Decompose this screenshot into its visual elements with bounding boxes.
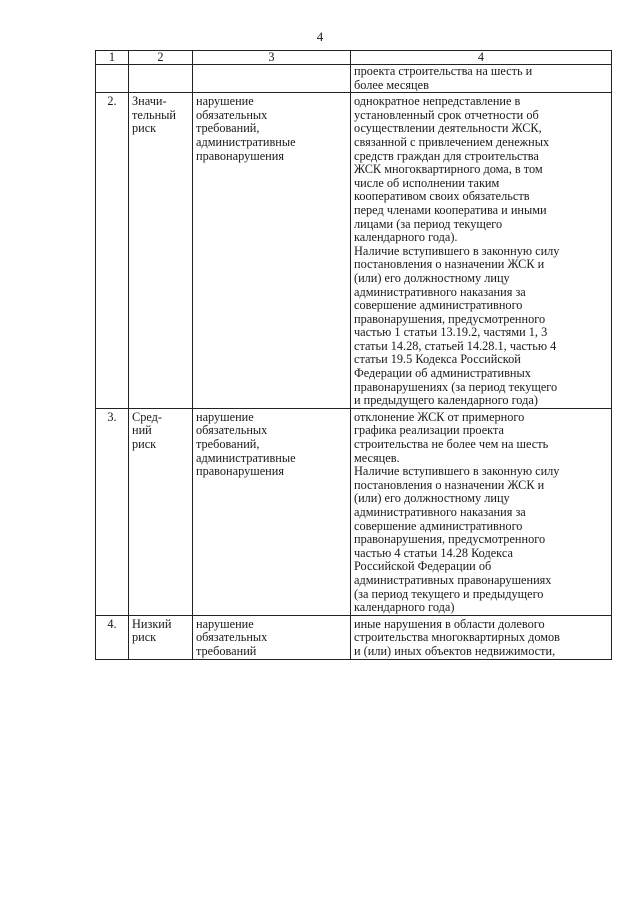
violation-type-cell: нарушение обязательных требований (193, 615, 351, 659)
row-number: 4. (96, 615, 129, 659)
column-header-1: 1 (96, 51, 129, 65)
table-row-medium-risk (96, 408, 612, 615)
criteria-line: более месяцев (354, 77, 429, 92)
continuation-risk-cell (129, 65, 193, 93)
table-row-low-risk (96, 615, 612, 659)
row-number: 2. (96, 93, 129, 409)
criteria-line: проекта строительства на шесть и (354, 64, 533, 78)
row-number: 3. (96, 408, 129, 615)
column-header-2: 2 (129, 51, 193, 65)
column-header-4: 4 (351, 51, 612, 65)
criteria-cell: иные нарушения в области долевого строительства многоквартирных домов и (или) иных объектов недвижимости, (351, 615, 612, 659)
risk-table (95, 50, 612, 660)
continuation-num-cell (96, 65, 129, 93)
table-header-row (96, 51, 612, 65)
criteria-cell: однократное непредставление в установленный срок отчетности об осуществлении деятельности ЖСК, связанной с привлечением денежных средств граждан для строительства ЖСК многоквартирного дома, в том числе об исполнении таким кооперативом своих обязательств перед членами кооператива и иными лицами (за период текущего календарного года). Наличие вступившего в законную силу постановления о назначении ЖСК и (или) его должностному лицу административного наказания за совершение административного правонарушения, предусмотренного частью 1 статьи 13.19.2, частями 1, 3 статьи 14.28, статьей 14.28.1, частью 4 статьи 19.5 Кодекса Российской Федерации об административных правонарушениях (за период текущего и предыдущего календарного года) (351, 93, 612, 409)
continuation-criteria-cell (351, 65, 612, 93)
risk-category-cell: Низкий риск (129, 615, 193, 659)
risk-category-cell: Сред- ний риск (129, 408, 193, 615)
table-row-continuation (96, 65, 612, 93)
column-header-3: 3 (193, 51, 351, 65)
continuation-violation-cell (193, 65, 351, 93)
table-row-significant-risk (96, 93, 612, 409)
violation-type-cell: нарушение обязательных требований, административные правонарушения (193, 93, 351, 409)
criteria-cell: отклонение ЖСК от примерного графика реализации проекта строительства не более чем на шесть месяцев. Наличие вступившего в законную силу постановления о назначении ЖСК и (или) его должностному лицу административного наказания за совершение административного правонарушения, предусмотренного частью 4 статьи 14.28 Кодекса Российской Федерации об административных правонарушениях (за период текущего и предыдущего календарного года) (351, 408, 612, 615)
page-number: 4 (316, 29, 324, 44)
risk-category-cell: Значи- тельный риск (129, 93, 193, 409)
violation-type-cell: нарушение обязательных требований, административные правонарушения (193, 408, 351, 615)
